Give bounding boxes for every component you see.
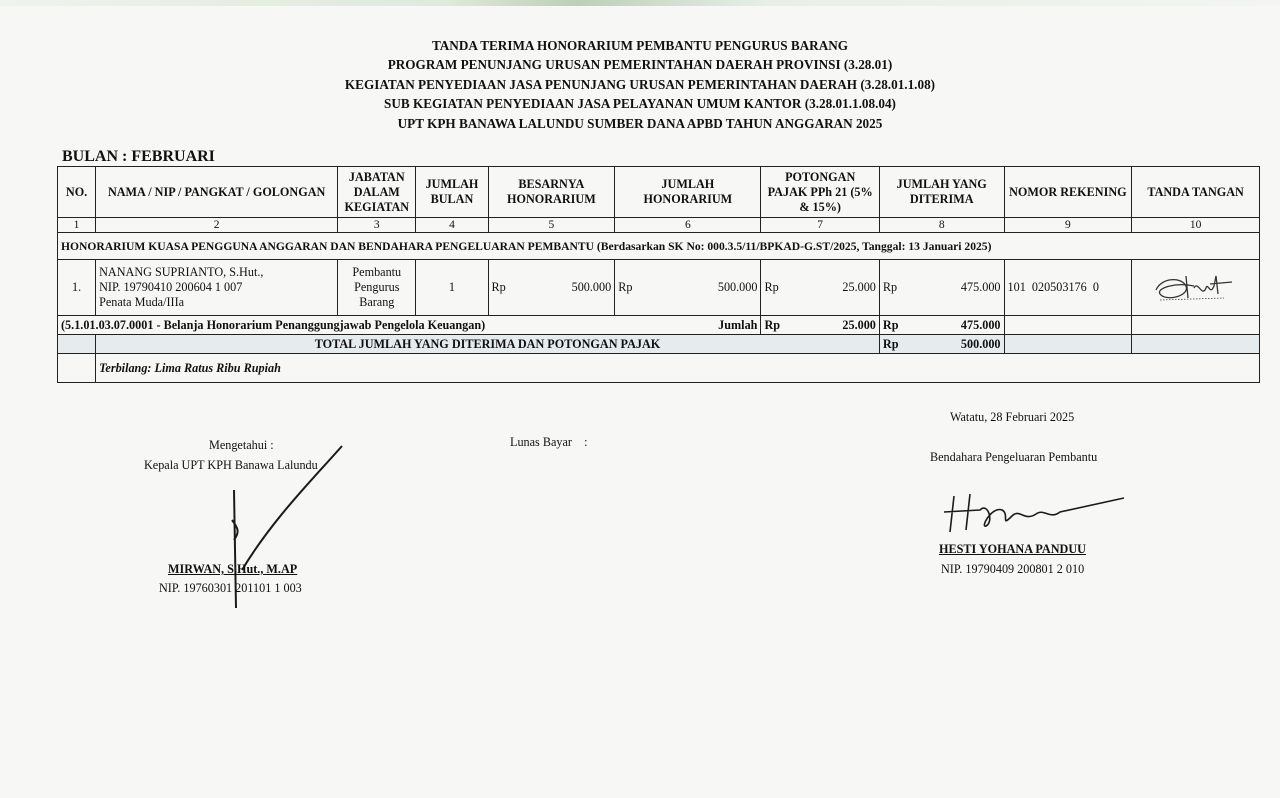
currency: Rp — [491, 280, 506, 294]
empty-cell — [1132, 316, 1260, 335]
right-signer-nip: NIP. 19790409 200801 2 010 — [941, 562, 1085, 576]
amount: 25.000 — [842, 280, 876, 294]
header-line-5: UPT KPH BANAWA LALUNDU SUMBER DANA APBD TAHUN ANGGARAN 2025 — [397, 115, 883, 131]
subtotal-row — [58, 316, 1260, 335]
signature-icon — [940, 492, 1140, 542]
col-nama: NAMA / NIP / PANGKAT / GOLONGAN — [96, 167, 338, 218]
empty-cell — [1004, 316, 1132, 335]
place-date: Watatu, 28 Februari 2025 — [950, 410, 1075, 424]
empty-cell — [58, 335, 96, 354]
row-nip: NIP. 19790410 200604 1 007 — [99, 280, 243, 294]
amount: 500.000 — [571, 280, 612, 294]
lunas-bayar-label: Lunas Bayar : — [510, 435, 588, 449]
left-signer-nip: NIP. 19760301 201101 1 003 — [159, 581, 302, 595]
col-jumlah-honor: JUMLAH HONORARIUM — [615, 167, 761, 218]
row-jabatan: Pembantu Pengurus Barang — [338, 260, 416, 316]
header-line-3: KEGIATAN PENYEDIAAN JASA PENUNJANG URUSAN PEMERINTAHAN DAERAH (3.28.01.1.08) — [344, 76, 936, 92]
table-row — [58, 260, 1260, 316]
row-rekening: 101 020503176 0 — [1004, 260, 1132, 316]
col-number: 6 — [615, 218, 761, 233]
row-identity — [96, 260, 338, 316]
col-number: 3 — [338, 218, 416, 233]
col-jabatan: JABATAN DALAM KEGIATAN — [338, 167, 416, 218]
col-potongan: POTONGAN PAJAK PPh 21 (5% & 15%) — [761, 167, 879, 218]
empty-cell — [1132, 335, 1260, 354]
row-diterima — [879, 260, 1004, 316]
subtotal-jumlah-label: Jumlah — [718, 317, 758, 332]
row-name: NANANG SUPRIANTO, S.Hut., — [99, 265, 264, 279]
column-number-row — [58, 218, 1260, 233]
col-jumlah-bulan: JUMLAH BULAN — [416, 167, 488, 218]
document-header — [0, 36, 1280, 133]
row-jumlah — [615, 260, 761, 316]
top-edge — [0, 0, 1280, 6]
bendahara-label: Bendahara Pengeluaran Pembantu — [930, 450, 1098, 464]
row-signature — [1132, 260, 1260, 316]
signature-icon — [1146, 268, 1246, 308]
row-potongan — [761, 260, 879, 316]
currency: Rp — [618, 280, 633, 294]
kepala-label: Kepala UPT KPH Banawa Lalundu — [144, 458, 318, 472]
terbilang-row — [58, 354, 1260, 383]
total-label: TOTAL JUMLAH YANG DITERIMA DAN POTONGAN PAJAK — [96, 335, 880, 354]
col-no: NO. — [58, 167, 96, 218]
col-ttd: TANDA TANGAN — [1132, 167, 1260, 218]
empty-cell — [58, 354, 96, 383]
left-signer-name: MIRWAN, S.Hut., M.AP — [168, 562, 298, 576]
amount: 475.000 — [960, 317, 1001, 332]
header-line-1: TANDA TERIMA HONORARIUM PEMBANTU PENGURUS BARANG — [431, 38, 849, 53]
subtotal-potongan — [761, 316, 879, 335]
col-besarnya: BESARNYA HONORARIUM — [488, 167, 615, 218]
currency: Rp — [882, 280, 898, 294]
amount: 500.000 — [717, 280, 758, 294]
col-number: 10 — [1132, 218, 1260, 233]
row-besarnya — [488, 260, 615, 316]
subtotal-label: (5.1.01.03.07.0001 - Belanja Honorarium Penanggungjawab Pengelola Keuangan) — [61, 317, 486, 332]
row-no: 1. — [58, 260, 96, 316]
row-rank: Penata Muda/IIIa — [99, 295, 185, 309]
total-value — [879, 335, 1004, 354]
col-diterima: JUMLAH YANG DITERIMA — [879, 167, 1004, 218]
subtotal-label-cell — [58, 316, 761, 335]
col-number: 9 — [1004, 218, 1132, 233]
section-row — [58, 233, 1260, 260]
currency: Rp — [882, 336, 899, 351]
amount: 475.000 — [960, 280, 1001, 294]
amount: 500.000 — [960, 336, 1001, 351]
total-row — [58, 335, 1260, 354]
terbilang-text: Terbilang: Lima Ratus Ribu Rupiah — [96, 354, 1260, 383]
mengetahui-label: Mengetahui : — [209, 438, 274, 452]
header-line-4: SUB KEGIATAN PENYEDIAAN JASA PELAYANAN UMUM KANTOR (3.28.01.1.08.04) — [384, 96, 896, 112]
currency: Rp — [764, 280, 779, 294]
col-number: 7 — [761, 218, 879, 233]
currency: Rp — [764, 317, 781, 332]
col-number: 4 — [416, 218, 488, 233]
right-signer-name: HESTI YOHANA PANDUU — [939, 542, 1086, 556]
header-row — [58, 167, 1260, 218]
row-bulan: 1 — [416, 260, 488, 316]
col-number: 2 — [96, 218, 338, 233]
col-number: 1 — [58, 218, 96, 233]
empty-cell — [1004, 335, 1132, 354]
col-number: 5 — [488, 218, 615, 233]
header-line-2: PROGRAM PENUNJANG URUSAN PEMERINTAHAN DAERAH PROVINSI (3.28.01) — [387, 57, 893, 73]
col-rekening: NOMOR REKENING — [1004, 167, 1132, 218]
subtotal-diterima — [879, 316, 1004, 335]
section-title: HONORARIUM KUASA PENGGUNA ANGGARAN DAN BENDAHARA PENGELUARAN PEMBANTU (Berdasarkan SK No: 000.3.5/11/BPKAD-G.ST/2025, Tanggal: 13 Januari 2025) — [58, 233, 1260, 260]
honorarium-table — [57, 166, 1260, 383]
month-label: BULAN : FEBRUARI — [62, 148, 215, 165]
amount: 25.000 — [842, 317, 876, 332]
currency: Rp — [882, 317, 899, 332]
col-number: 8 — [879, 218, 1004, 233]
